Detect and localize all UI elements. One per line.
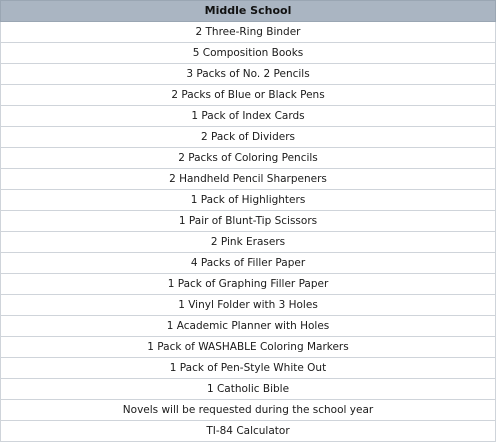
supply-item: 1 Pack of Graphing Filler Paper	[1, 274, 496, 295]
supply-item: 2 Three-Ring Binder	[1, 22, 496, 43]
supply-item: 1 Pack of Pen-Style White Out	[1, 358, 496, 379]
table-row	[1, 316, 496, 337]
table-header-row	[1, 1, 496, 22]
table-row	[1, 295, 496, 316]
table-row	[1, 106, 496, 127]
table-row	[1, 148, 496, 169]
table-row	[1, 274, 496, 295]
supply-item: 2 Pink Erasers	[1, 232, 496, 253]
table-row	[1, 337, 496, 358]
supply-item: 2 Pack of Dividers	[1, 127, 496, 148]
table-row	[1, 43, 496, 64]
supply-item: Novels will be requested during the school year	[1, 400, 496, 421]
table-row	[1, 253, 496, 274]
table-header-middle-school: Middle School	[1, 1, 496, 22]
table-row	[1, 400, 496, 421]
supply-item: 1 Pack of Highlighters	[1, 190, 496, 211]
supply-item: 2 Handheld Pencil Sharpeners	[1, 169, 496, 190]
table-row	[1, 190, 496, 211]
table-row	[1, 127, 496, 148]
table-row	[1, 169, 496, 190]
supply-item: 1 Pack of Index Cards	[1, 106, 496, 127]
supply-item: 2 Packs of Blue or Black Pens	[1, 85, 496, 106]
table-row	[1, 358, 496, 379]
supply-item: TI-84 Calculator	[1, 421, 496, 442]
table-row	[1, 421, 496, 442]
table-row	[1, 232, 496, 253]
table-row	[1, 211, 496, 232]
supply-item: 1 Vinyl Folder with 3 Holes	[1, 295, 496, 316]
table-row	[1, 22, 496, 43]
table-row	[1, 64, 496, 85]
supply-item: 4 Packs of Filler Paper	[1, 253, 496, 274]
supply-item: 1 Academic Planner with Holes	[1, 316, 496, 337]
supply-item: 5 Composition Books	[1, 43, 496, 64]
supply-item: 3 Packs of No. 2 Pencils	[1, 64, 496, 85]
table-row	[1, 379, 496, 400]
supply-item: 1 Catholic Bible	[1, 379, 496, 400]
supply-item: 1 Pair of Blunt-Tip Scissors	[1, 211, 496, 232]
supply-item: 2 Packs of Coloring Pencils	[1, 148, 496, 169]
table-row	[1, 85, 496, 106]
supply-item: 1 Pack of WASHABLE Coloring Markers	[1, 337, 496, 358]
